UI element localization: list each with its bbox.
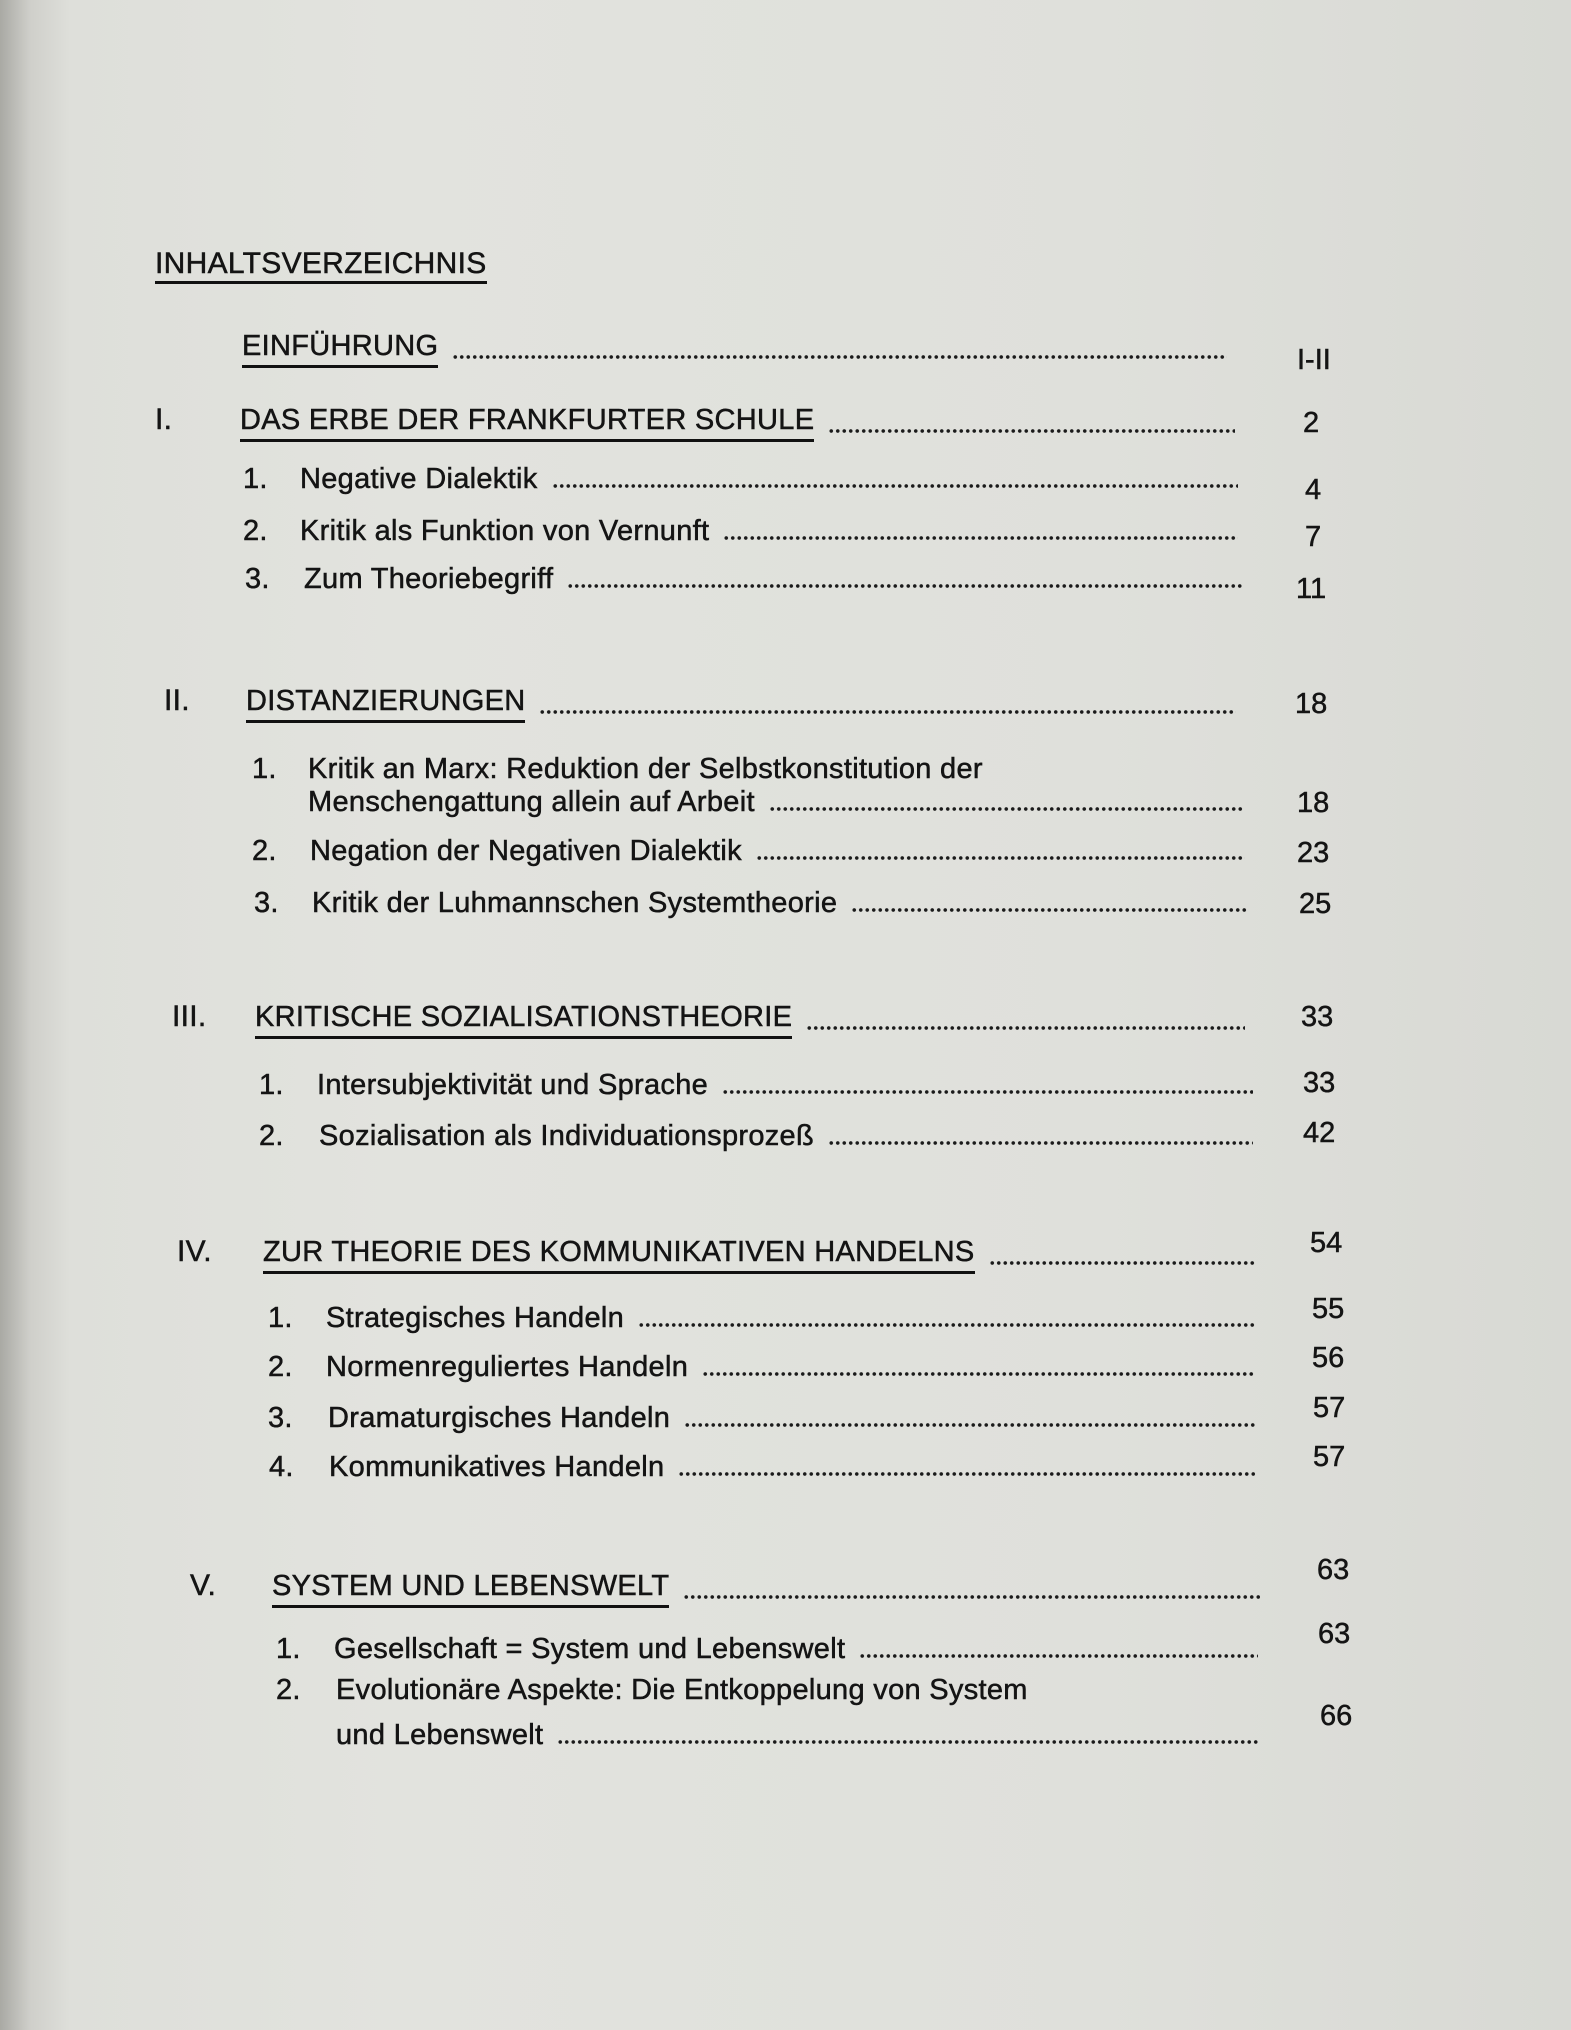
page-number: 66 [1320,1700,1353,1732]
dot-leader [723,534,1238,542]
dot-leader [828,427,1235,435]
page-number: 23 [1297,837,1330,869]
toc-section-4: ZUR THEORIE DES KOMMUNIKATIVEN HANDELNS [263,1234,1255,1274]
toc-section-5: SYSTEM UND LEBENSWELT [272,1568,1260,1608]
page-number: 42 [1303,1117,1336,1149]
item-number: 1. [259,1069,284,1101]
item-number: 2. [252,835,277,867]
toc-section-1: DAS ERBE DER FRANKFURTER SCHULE [240,402,1235,442]
toc-item-line1: Evolutionäre Aspekte: Die Entkoppelung von System [336,1674,1028,1706]
page-number: 57 [1313,1392,1346,1424]
item-number: 3. [254,887,279,919]
page-number: 55 [1312,1293,1345,1325]
toc-item: Sozialisation als Individuationsprozeß [319,1118,1253,1154]
page-number: I-II [1297,344,1331,376]
toc-section-2: DISTANZIERUNGEN [246,683,1236,723]
dot-leader [756,854,1245,862]
item-number: 1. [276,1633,301,1665]
dot-leader [806,1024,1245,1032]
section-numeral: III. [172,1000,207,1033]
toc-item: Strategisches Handeln [326,1300,1255,1336]
toc-item: Kritik der Luhmannschen Systemtheorie [312,885,1247,921]
toc-item: Menschengattung allein auf Arbeit [308,784,1244,820]
page-number: 57 [1313,1441,1346,1473]
page-number: 63 [1318,1618,1351,1650]
dot-leader [722,1088,1253,1096]
page-number: 33 [1303,1067,1336,1099]
dot-leader [678,1470,1255,1478]
page-number: 18 [1297,787,1330,819]
item-number: 2. [268,1351,293,1383]
item-number: 3. [245,563,270,595]
page-number: 56 [1312,1342,1345,1374]
dot-leader [989,1259,1255,1267]
item-number: 4. [269,1451,294,1483]
section-numeral: IV. [177,1235,212,1268]
toc-item: Negative Dialektik [300,461,1238,497]
dot-leader [683,1593,1260,1601]
page-number: 11 [1296,573,1327,605]
dot-leader [684,1421,1256,1429]
toc-item: Negation der Negativen Dialektik [310,833,1245,869]
toc-item: Kommunikatives Handeln [329,1449,1255,1485]
toc-item: Intersubjektivität und Sprache [317,1067,1253,1103]
toc-item: Dramaturgisches Handeln [328,1400,1256,1436]
page-number: 2 [1303,407,1320,439]
dot-leader [859,1652,1258,1660]
item-number: 1. [243,463,268,495]
page-number: 7 [1305,521,1322,553]
section-numeral: II. [164,684,190,717]
dot-leader [557,1738,1260,1746]
item-number: 2. [243,515,268,547]
dot-leader [851,906,1247,914]
page-number: 18 [1295,688,1328,720]
toc-item: Normenreguliertes Handeln [326,1349,1255,1385]
dot-leader [769,805,1244,813]
item-number: 2. [259,1120,284,1152]
dot-leader [539,708,1236,716]
toc-item: und Lebenswelt [336,1717,1260,1753]
item-number: 3. [268,1402,293,1434]
page-number: 63 [1317,1554,1350,1586]
toc-item: Zum Theoriebegriff [304,561,1242,597]
toc-entry-intro: EINFÜHRUNG [242,328,1227,368]
page-number: 25 [1299,888,1332,920]
section-numeral: V. [190,1569,217,1602]
section-numeral: I. [155,403,173,436]
item-number: 1. [268,1302,293,1334]
toc-item: Gesellschaft = System und Lebenswelt [334,1631,1258,1667]
dot-leader [828,1139,1253,1147]
page-number: 54 [1310,1227,1343,1259]
bleed-through-shadow [850,250,1210,280]
dot-leader [552,482,1239,490]
dot-leader [638,1321,1255,1329]
dot-leader [452,353,1227,361]
dot-leader [567,582,1242,590]
toc-section-3: KRITISCHE SOZIALISATIONSTHEORIE [255,999,1245,1039]
toc-item: Kritik als Funktion von Vernunft [300,513,1238,549]
toc-title: INHALTSVERZEICHNIS [155,246,487,282]
page-number: 33 [1301,1001,1334,1033]
item-number: 2. [276,1674,301,1706]
dot-leader [702,1370,1255,1378]
item-number: 1. [252,753,277,785]
toc-item-line1: Kritik an Marx: Reduktion der Selbstkonstitution der [308,753,983,785]
page-number: 4 [1305,474,1322,506]
